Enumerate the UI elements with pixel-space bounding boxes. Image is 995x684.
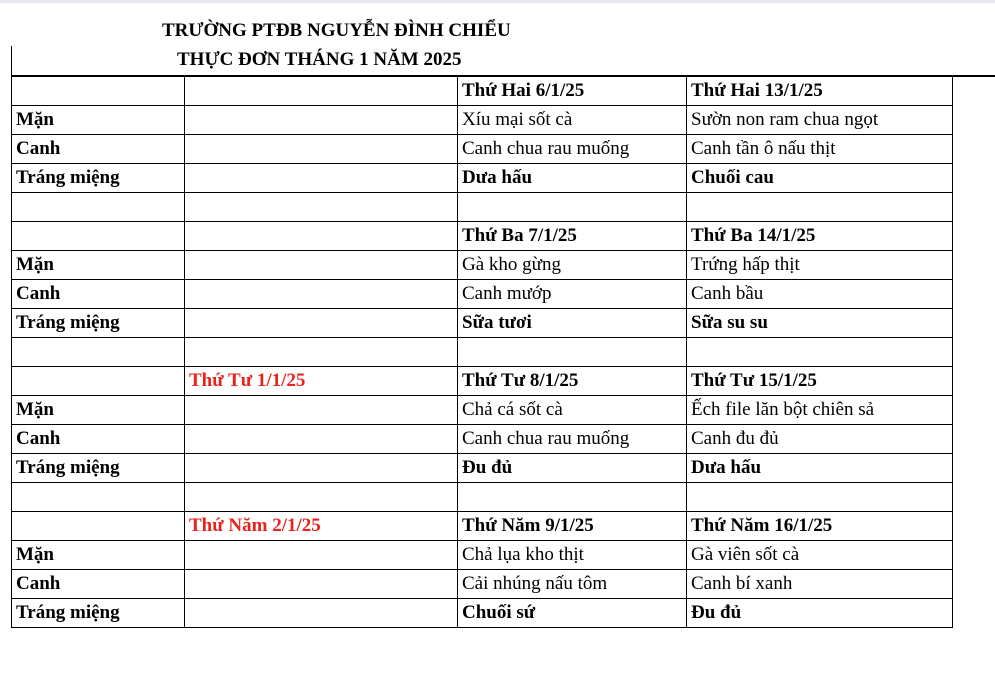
table-cell-day-week2[interactable]: Thứ Năm 9/1/25 bbox=[458, 512, 687, 541]
table-cell[interactable] bbox=[12, 77, 185, 106]
menu-table bbox=[11, 76, 953, 628]
table-cell[interactable]: Sữa su su bbox=[687, 309, 953, 338]
table-cell[interactable] bbox=[185, 338, 458, 367]
table-cell-day-week1[interactable] bbox=[185, 222, 458, 251]
table-row-monday-day bbox=[12, 77, 953, 106]
table-cell[interactable] bbox=[185, 309, 458, 338]
table-row-spacer bbox=[12, 483, 953, 512]
table-cell[interactable]: Sườn non ram chua ngọt bbox=[687, 106, 953, 135]
table-cell[interactable]: Canh chua rau muống bbox=[458, 135, 687, 164]
table-cell[interactable] bbox=[458, 483, 687, 512]
table-cell[interactable]: Dưa hấu bbox=[687, 454, 953, 483]
row-label-man[interactable]: Mặn bbox=[12, 106, 185, 135]
table-row-monday-trang-mieng bbox=[12, 164, 953, 193]
table-row-monday-canh bbox=[12, 135, 953, 164]
table-cell[interactable]: Chuối sứ bbox=[458, 599, 687, 628]
grid-left-border bbox=[11, 46, 12, 76]
table-cell[interactable] bbox=[12, 222, 185, 251]
table-cell[interactable]: Đu đủ bbox=[687, 599, 953, 628]
table-cell[interactable] bbox=[185, 483, 458, 512]
table-cell[interactable]: Chả lụa kho thịt bbox=[458, 541, 687, 570]
table-cell[interactable]: Chả cá sốt cà bbox=[458, 396, 687, 425]
table-cell-day-week3[interactable]: Thứ Ba 14/1/25 bbox=[687, 222, 953, 251]
menu-title: THỰC ĐƠN THÁNG 1 NĂM 2025 bbox=[177, 49, 462, 70]
table-cell[interactable] bbox=[12, 512, 185, 541]
table-cell[interactable] bbox=[687, 193, 953, 222]
table-row-thursday-canh bbox=[12, 570, 953, 599]
table-cell[interactable]: Canh tần ô nấu thịt bbox=[687, 135, 953, 164]
row-label-canh[interactable]: Canh bbox=[12, 425, 185, 454]
table-row-wednesday-canh bbox=[12, 425, 953, 454]
table-cell-day-week2[interactable]: Thứ Tư 8/1/25 bbox=[458, 367, 687, 396]
table-cell[interactable]: Canh đu đủ bbox=[687, 425, 953, 454]
row-label-canh[interactable]: Canh bbox=[12, 280, 185, 309]
table-row-spacer bbox=[12, 338, 953, 367]
table-cell[interactable] bbox=[185, 541, 458, 570]
table-cell[interactable] bbox=[185, 280, 458, 309]
table-cell-day-week2[interactable]: Thứ Hai 6/1/25 bbox=[458, 77, 687, 106]
table-cell[interactable] bbox=[185, 396, 458, 425]
table-cell-day-week3[interactable]: Thứ Hai 13/1/25 bbox=[687, 77, 953, 106]
table-cell-day-week2[interactable]: Thứ Ba 7/1/25 bbox=[458, 222, 687, 251]
table-row-wednesday-day bbox=[12, 367, 953, 396]
table-cell[interactable]: Đu đủ bbox=[458, 454, 687, 483]
row-label-canh[interactable]: Canh bbox=[12, 135, 185, 164]
table-cell[interactable]: Sữa tươi bbox=[458, 309, 687, 338]
row-label-trang-mieng[interactable]: Tráng miệng bbox=[12, 309, 185, 338]
table-cell[interactable] bbox=[458, 338, 687, 367]
table-cell[interactable] bbox=[12, 483, 185, 512]
table-cell-day-week1[interactable] bbox=[185, 77, 458, 106]
row-label-man[interactable]: Mặn bbox=[12, 251, 185, 280]
table-cell[interactable]: Canh bí xanh bbox=[687, 570, 953, 599]
window-top-edge bbox=[0, 0, 995, 3]
row-label-canh[interactable]: Canh bbox=[12, 570, 185, 599]
table-cell[interactable]: Gà kho gừng bbox=[458, 251, 687, 280]
table-cell[interactable] bbox=[12, 193, 185, 222]
table-row-tuesday-canh bbox=[12, 280, 953, 309]
table-row-tuesday-man bbox=[12, 251, 953, 280]
table-cell[interactable] bbox=[185, 164, 458, 193]
table-cell[interactable] bbox=[12, 367, 185, 396]
table-row-tuesday-day bbox=[12, 222, 953, 251]
table-cell[interactable]: Cải nhúng nấu tôm bbox=[458, 570, 687, 599]
row-label-man[interactable]: Mặn bbox=[12, 541, 185, 570]
school-name: TRƯỜNG PTĐB NGUYỄN ĐÌNH CHIỂU bbox=[162, 20, 511, 41]
table-cell-day-week3[interactable]: Thứ Năm 16/1/25 bbox=[687, 512, 953, 541]
table-cell[interactable]: Ếch file lăn bột chiên sả bbox=[687, 396, 953, 425]
table-cell[interactable] bbox=[12, 338, 185, 367]
table-cell[interactable] bbox=[687, 338, 953, 367]
table-cell[interactable]: Chuối cau bbox=[687, 164, 953, 193]
table-cell[interactable] bbox=[185, 425, 458, 454]
table-cell[interactable]: Gà viên sốt cà bbox=[687, 541, 953, 570]
table-row-thursday-man bbox=[12, 541, 953, 570]
table-row-monday-man bbox=[12, 106, 953, 135]
table-cell[interactable]: Dưa hấu bbox=[458, 164, 687, 193]
table-cell[interactable] bbox=[185, 135, 458, 164]
row-label-trang-mieng[interactable]: Tráng miệng bbox=[12, 454, 185, 483]
table-cell[interactable] bbox=[185, 193, 458, 222]
table-row-spacer bbox=[12, 193, 953, 222]
table-cell[interactable] bbox=[185, 599, 458, 628]
table-cell[interactable] bbox=[185, 251, 458, 280]
row-label-man[interactable]: Mặn bbox=[12, 396, 185, 425]
table-cell-day-week3[interactable]: Thứ Tư 15/1/25 bbox=[687, 367, 953, 396]
table-cell-day-week1[interactable]: Thứ Năm 2/1/25 bbox=[185, 512, 458, 541]
table-cell[interactable] bbox=[458, 193, 687, 222]
table-cell[interactable]: Trứng hấp thịt bbox=[687, 251, 953, 280]
table-cell-day-week1[interactable]: Thứ Tư 1/1/25 bbox=[185, 367, 458, 396]
table-cell[interactable] bbox=[185, 106, 458, 135]
table-cell[interactable]: Canh chua rau muống bbox=[458, 425, 687, 454]
table-row-thursday-trang-mieng bbox=[12, 599, 953, 628]
table-row-tuesday-trang-mieng bbox=[12, 309, 953, 338]
row-label-trang-mieng[interactable]: Tráng miệng bbox=[12, 599, 185, 628]
table-row-thursday-day bbox=[12, 512, 953, 541]
table-cell[interactable] bbox=[687, 483, 953, 512]
table-cell[interactable]: Xíu mại sốt cà bbox=[458, 106, 687, 135]
table-cell[interactable] bbox=[185, 570, 458, 599]
table-cell[interactable] bbox=[185, 454, 458, 483]
table-row-wednesday-trang-mieng bbox=[12, 454, 953, 483]
table-row-wednesday-man bbox=[12, 396, 953, 425]
table-cell[interactable]: Canh bầu bbox=[687, 280, 953, 309]
table-cell[interactable]: Canh mướp bbox=[458, 280, 687, 309]
row-label-trang-mieng[interactable]: Tráng miệng bbox=[12, 164, 185, 193]
